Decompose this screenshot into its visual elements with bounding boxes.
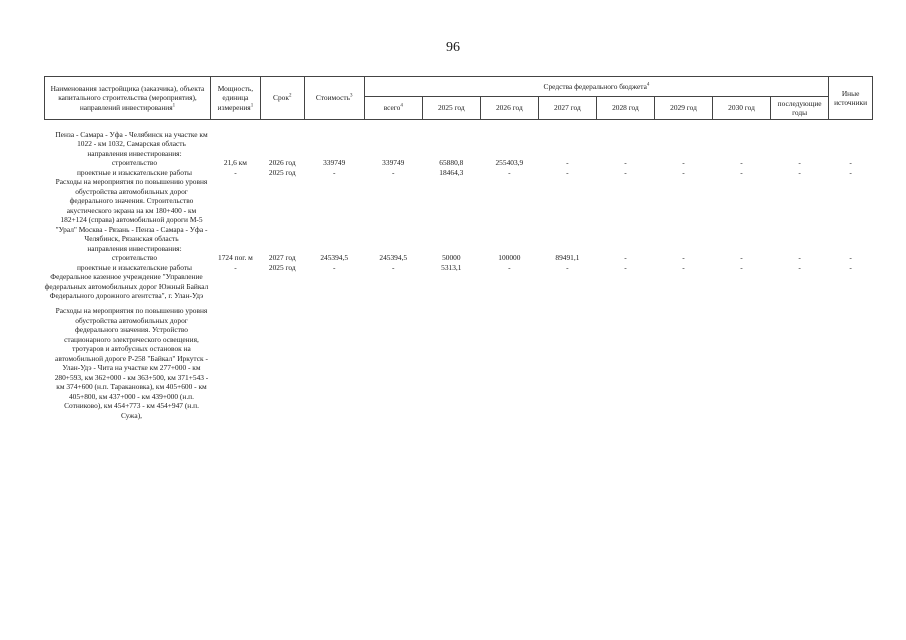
cell-total: -	[392, 167, 395, 177]
cell-2025: 65880,8	[439, 158, 464, 168]
cell-2028: -	[624, 253, 627, 263]
cell-2027: 89491,1	[555, 253, 580, 263]
cell-2027: -	[566, 167, 569, 177]
cell-2025: 50000	[442, 253, 461, 263]
header-other-sources: Иные источники	[829, 77, 873, 120]
table-row	[45, 158, 873, 167]
cell-2030: -	[740, 158, 743, 168]
table-row	[45, 263, 873, 272]
cell-other: -	[849, 167, 852, 177]
cell-2030: -	[740, 167, 743, 177]
object-name: Пенза - Самара - Уфа - Челябинск на участке км 1022 - км 1032, Самарская область	[55, 130, 208, 149]
cell-cost: -	[332, 167, 336, 177]
cell-2026: 255403,9	[495, 158, 524, 168]
cell-total: 245394,5	[379, 253, 408, 263]
item-name: строительство	[111, 158, 158, 168]
header-year: 2025 год	[422, 97, 480, 120]
cell-2029: -	[682, 167, 685, 177]
cell-2025: 5313,1	[441, 262, 462, 272]
header-total: всего$^4$	[364, 97, 422, 120]
item-name: проектные и изыскательские работы	[76, 262, 192, 272]
cell-2026: 100000	[498, 253, 521, 263]
cell-2028: -	[624, 167, 627, 177]
table-header	[45, 77, 873, 120]
table-row	[45, 253, 873, 262]
header-name: Наименования застройщика (заказчика), объекта капитального строительства (мероприятия), направлений инвестирования$^1$	[45, 77, 211, 120]
cell-2027: -	[566, 158, 569, 168]
object-row	[45, 306, 873, 420]
investment-label-row	[45, 149, 873, 158]
cell-total: 339749	[382, 158, 405, 168]
cell-2028: -	[624, 158, 627, 168]
cell-2030: -	[740, 262, 743, 272]
object-name: Расходы на мероприятия по повышению уровня обустройства автомобильных дорог федерального значения. Строительство акустического экрана на км 180+400 - км 182+124 (справа) автомобильной дороги М-5 "Урал" Москва - Рязань - Пенза - Самара - Уфа - Челябинск, Рязанская область	[55, 177, 208, 244]
cell-other: -	[849, 158, 852, 168]
header-capacity: Мощность, единица измерения$^1$	[210, 77, 260, 120]
cell-cost: 339749	[323, 158, 346, 168]
cell-subsequent: -	[798, 167, 801, 177]
cell-term: 2025 год	[268, 167, 296, 177]
header-year: 2026 год	[480, 97, 538, 120]
cell-other: -	[849, 262, 852, 272]
cell-2029: -	[682, 158, 685, 168]
cell-capacity: 1724 пог. м	[218, 253, 253, 263]
cell-2025: 18464,3	[439, 167, 464, 177]
object-row	[45, 177, 873, 243]
institution-name: Федеральное казенное учреждение "Управление федеральных автомобильных дорог Южный Байкал Федерального дорожного агентства", г. Улан-Удэ	[44, 272, 209, 300]
header-term: Срок$^2$	[260, 77, 304, 120]
budget-table	[44, 76, 873, 420]
investment-label-row	[45, 244, 873, 253]
cell-capacity: -	[234, 262, 237, 272]
investment-label: направления инвестирования:	[87, 148, 182, 158]
header-cost: Стоимость$^3$	[304, 77, 364, 120]
cell-cost: -	[332, 262, 336, 272]
cell-2027: -	[566, 262, 569, 272]
table-body	[45, 120, 873, 421]
header-year: 2028 год	[596, 97, 654, 120]
cell-subsequent: -	[798, 262, 801, 272]
cell-capacity: 21,6 км	[223, 158, 247, 168]
cell-2029: -	[682, 262, 685, 272]
investment-label: направления инвестирования:	[87, 243, 182, 253]
cell-2029: -	[682, 253, 685, 263]
object-row	[45, 120, 873, 149]
header-year: 2029 год	[654, 97, 712, 120]
institution-row	[45, 272, 873, 300]
page-number: 96	[446, 40, 460, 55]
cell-2026: -	[508, 262, 511, 272]
cell-2026: -	[508, 167, 511, 177]
cell-term: 2025 год	[268, 262, 296, 272]
cell-term: 2027 год	[268, 253, 296, 263]
header-year: 2030 год	[713, 97, 771, 120]
header-subsequent: последующие годы	[771, 97, 829, 120]
cell-subsequent: -	[798, 158, 801, 168]
cell-other: -	[849, 253, 852, 263]
cell-term: 2026 год	[268, 158, 296, 168]
object-name: Расходы на мероприятия по повышению уровня обустройства автомобильных дорог федерального значения. Устройство стационарного электрического освещения, тротуаров и автобусных остановок на автомобильной дороге Р-258 "Байкал" Иркутск - Улан-Удэ - Чита на участке км 277+000 - км 280+593, км 362+000 - км 363+500, км 371+543 - км 374+600 (н.п. Таракановка), км 405+600 - км 405+800, км 437+000 - км 439+000 (н.п. Сотниково), км 454+773 - км 454+947 (н.п. Сужа),	[54, 306, 209, 420]
cell-capacity: -	[234, 167, 237, 177]
cell-subsequent: -	[798, 253, 801, 263]
item-name: проектные и изыскательские работы	[76, 167, 192, 177]
cell-cost: 245394,5	[320, 253, 349, 263]
cell-total: -	[392, 262, 395, 272]
cell-2028: -	[624, 262, 627, 272]
item-name: строительство	[111, 253, 158, 263]
table-row	[45, 168, 873, 177]
header-federal-budget: Средства федерального бюджета$^4$	[364, 77, 828, 97]
cell-2030: -	[740, 253, 743, 263]
header-year: 2027 год	[538, 97, 596, 120]
